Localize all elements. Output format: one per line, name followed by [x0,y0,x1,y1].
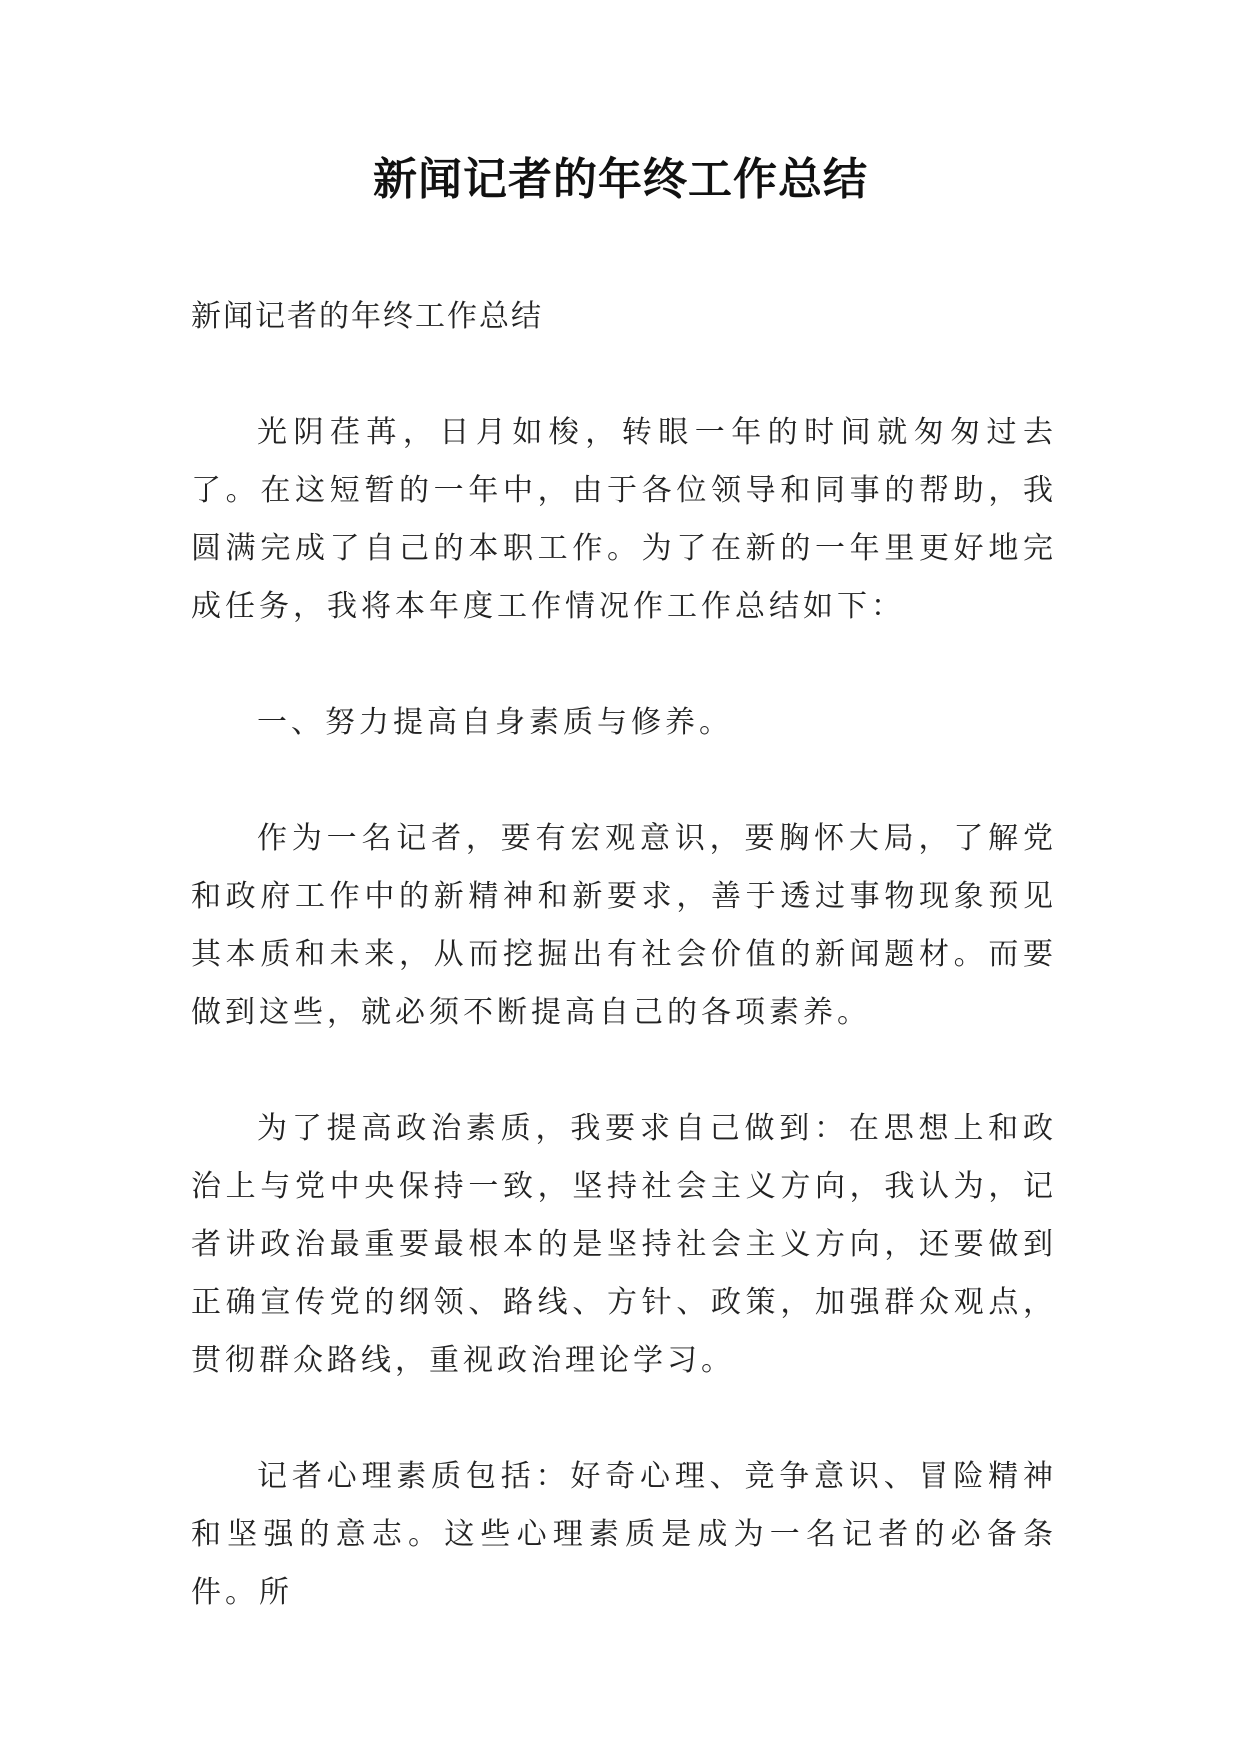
paragraph-intro: 光阴荏苒，日月如梭，转眼一年的时间就匆匆过去了。在这短暂的一年中，由于各位领导和同事的帮助，我圆满完成了自己的本职工作。为了在新的一年里更好地完成任务，我将本年度工作情况作工作总结如下： [191,415,1057,624]
document-subtitle: 新闻记者的年终工作总结 [191,299,543,334]
paragraph-political-quality: 为了提高政治素质，我要求自己做到：在思想上和政治上与党中央保持一致，坚持社会主义方向，我认为，记者讲政治最重要最根本的是坚持社会主义方向，还要做到正确宣传党的纲领、路线、方针、政策，加强群众观点，贯彻群众路线，重视政治理论学习。 [191,1111,1057,1378]
document-title: 新闻记者的年终工作总结 [373,154,868,205]
section-heading-one: 一、努力提高自身素质与修养。 [257,705,733,740]
paragraph-psychological-quality: 记者心理素质包括：好奇心理、竞争意识、冒险精神和坚强的意志。这些心理素质是成为一名记者的必备条件。所 [191,1459,1057,1610]
paragraph-awareness: 作为一名记者，要有宏观意识，要胸怀大局，了解党和政府工作中的新精神和新要求，善于透过事物现象预见其本质和未来，从而挖掘出有社会价值的新闻题材。而要做到这些，就必须不断提高自己的各项素养。 [191,821,1057,1030]
document-body [191,288,1057,1622]
